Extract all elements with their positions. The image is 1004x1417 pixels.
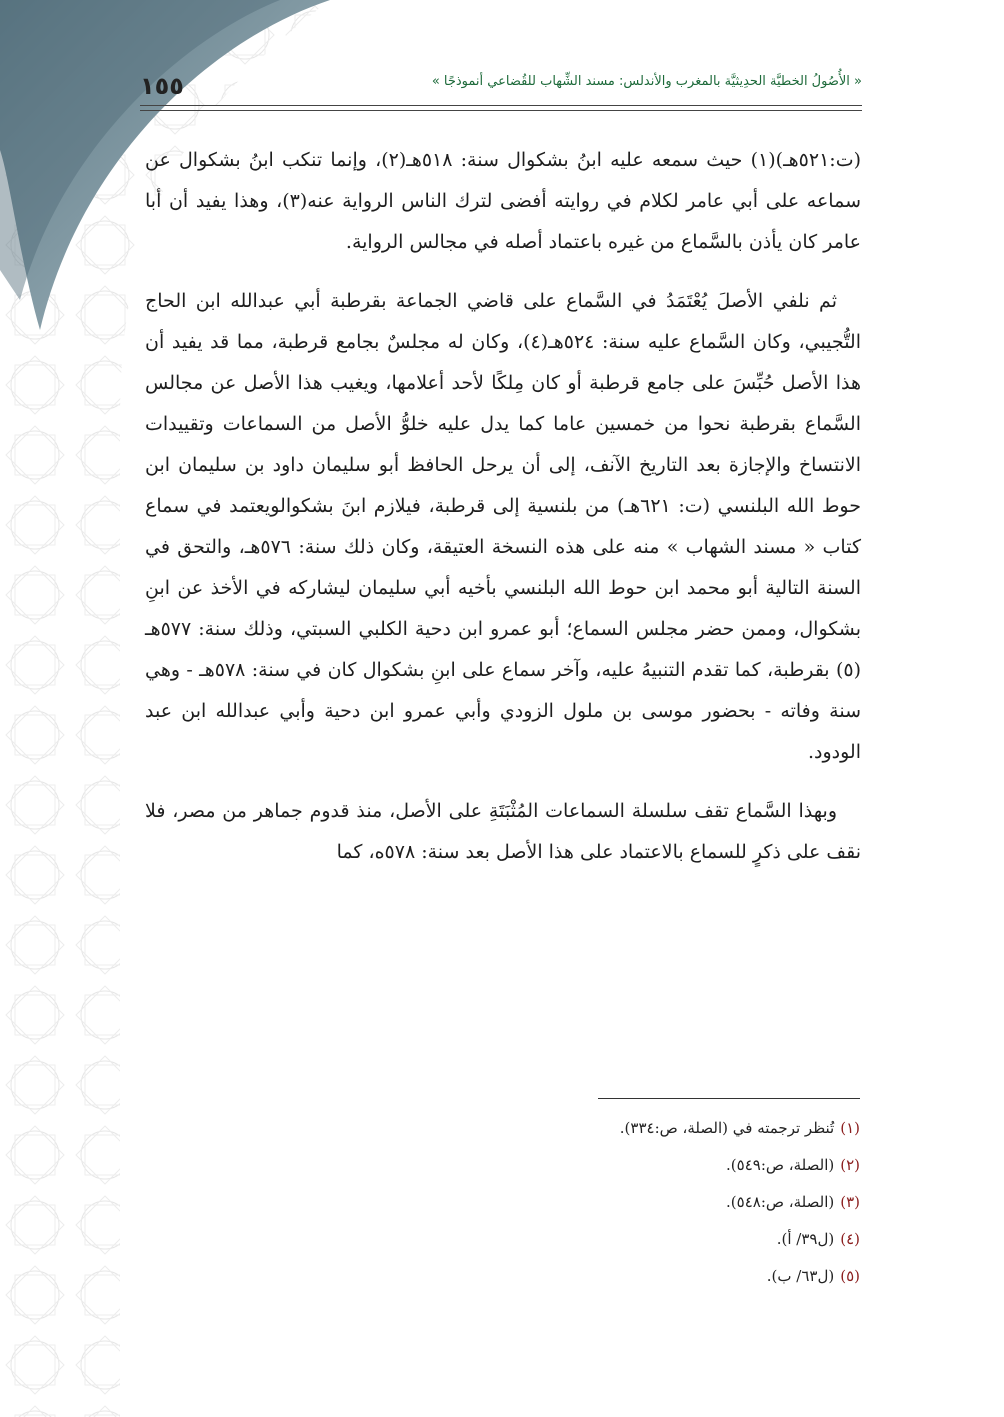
footnote-text: (الصلة، ص:٥٤٨). xyxy=(726,1193,835,1211)
footnote-number: (٢) xyxy=(840,1156,860,1174)
footnote-item xyxy=(400,1221,860,1258)
page-header xyxy=(140,62,862,98)
footnote-number: (٥) xyxy=(840,1267,860,1285)
paragraph: ثم نلفي الأصلَ يُعْتَمَدُ في السَّماع على قاضي الجماعة بقرطبة أبي عبدالله ابن الحاج التُّجيبي، وكان السَّماع عليه سنة: ٥٢٤هـ(٤)، وكان له مجلسٌ بجامع قرطبة، مما قد يفيد أن هذا الأصل حُبِّسَ على جامع قرطبة أو كان مِلكًا لأحد أعلامها، ويغيب هذا الأصل عن مجالس السَّماع بقرطبة نحوا من خمسين عاما كما يدل عليه خلوُّ الأصل من السماعات وتقييدات الانتساخ والإجازة بعد التاريخ الآنف، إلى أن يرحل الحافظ أبو سليمان داود بن سليمان ابن حوط الله البلنسي (ت: ٦٢١هـ) من بلنسية إلى قرطبة، فيلازم ابنَ بشكوالويعتمد في سماع كتاب « مسند الشهاب » منه على هذه النسخة العتيقة، وكان ذلك سنة: ٥٧٦هـ، والتحق في السنة التالية أبو محمد ابن حوط الله البلنسي بأخيه أبي سليمان ليشاركه في الأخذ عن ابنِ بشكوال، وممن حضر مجلس السماع؛ أبو عمرو ابن دحية الكلبي السبتي، وذلك سنة: ٥٧٧هـ (٥) بقرطبة، كما تقدم التنبيهُ عليه، وآخر سماع على ابنِ بشكوال كان في سنة: ٥٧٨هـ - وهي سنة وفاته - بحضور موسى بن ملول الزودي وأبي عمرو ابن دحية وأبي عبدالله ابن عبد الودود. xyxy=(145,290,861,763)
footnote-text: تُنظر ترجمته في (الصلة، ص:٣٣٤). xyxy=(619,1119,835,1137)
footnote-item xyxy=(400,1258,860,1295)
footnote-item xyxy=(400,1184,860,1221)
footnote-item xyxy=(400,1147,860,1184)
paragraph: (ت:٥٢١هـ)(١) حيث سمعه عليه ابنُ بشكوال سنة: ٥١٨هـ(٢)، وإنما تنكب ابنُ بشكوال عن سماعه على أبي عامر لكلام في روايته أفضى لترك الناس الرواية عنه(٣)، وهذا يفيد أن أبا عامر كان يأذن بالسَّماع من غيره باعتماد أصله في مجالس الرواية. xyxy=(145,149,862,253)
paragraph: وبهذا السَّماع تقف سلسلة السماعات المُثْبَتَةِ على الأصل، منذ قدوم جماهر من مصر، فلا نقف على ذكرٍ للسماع بالاعتماد على هذا الأصل بعد سنة: ٥٧٨ه، كما xyxy=(145,800,861,863)
header-rule-bottom xyxy=(140,110,862,111)
footnote-number: (١) xyxy=(840,1119,860,1137)
footnote-item xyxy=(400,1110,860,1147)
footnotes xyxy=(400,1110,860,1295)
footnote-text: (ل٦٣/ ب). xyxy=(766,1267,835,1285)
running-title: « الأُصُولُ الخطيَّة الحدِيثيَّة بالمغرب والأندلس: مسند الشِّهاب للقُضاعي أنموذجًا » xyxy=(431,74,862,89)
footnote-number: (٤) xyxy=(840,1230,860,1248)
footnote-number: (٣) xyxy=(840,1193,860,1211)
footnote-separator xyxy=(598,1098,860,1099)
footnote-text: (الصلة، ص:٥٤٩). xyxy=(726,1156,835,1174)
footnote-text: (ل٣٩/ أ). xyxy=(776,1230,835,1248)
header-rule-top xyxy=(140,105,862,106)
body-text xyxy=(145,140,861,891)
page-number: ١٥٥ xyxy=(140,72,184,100)
